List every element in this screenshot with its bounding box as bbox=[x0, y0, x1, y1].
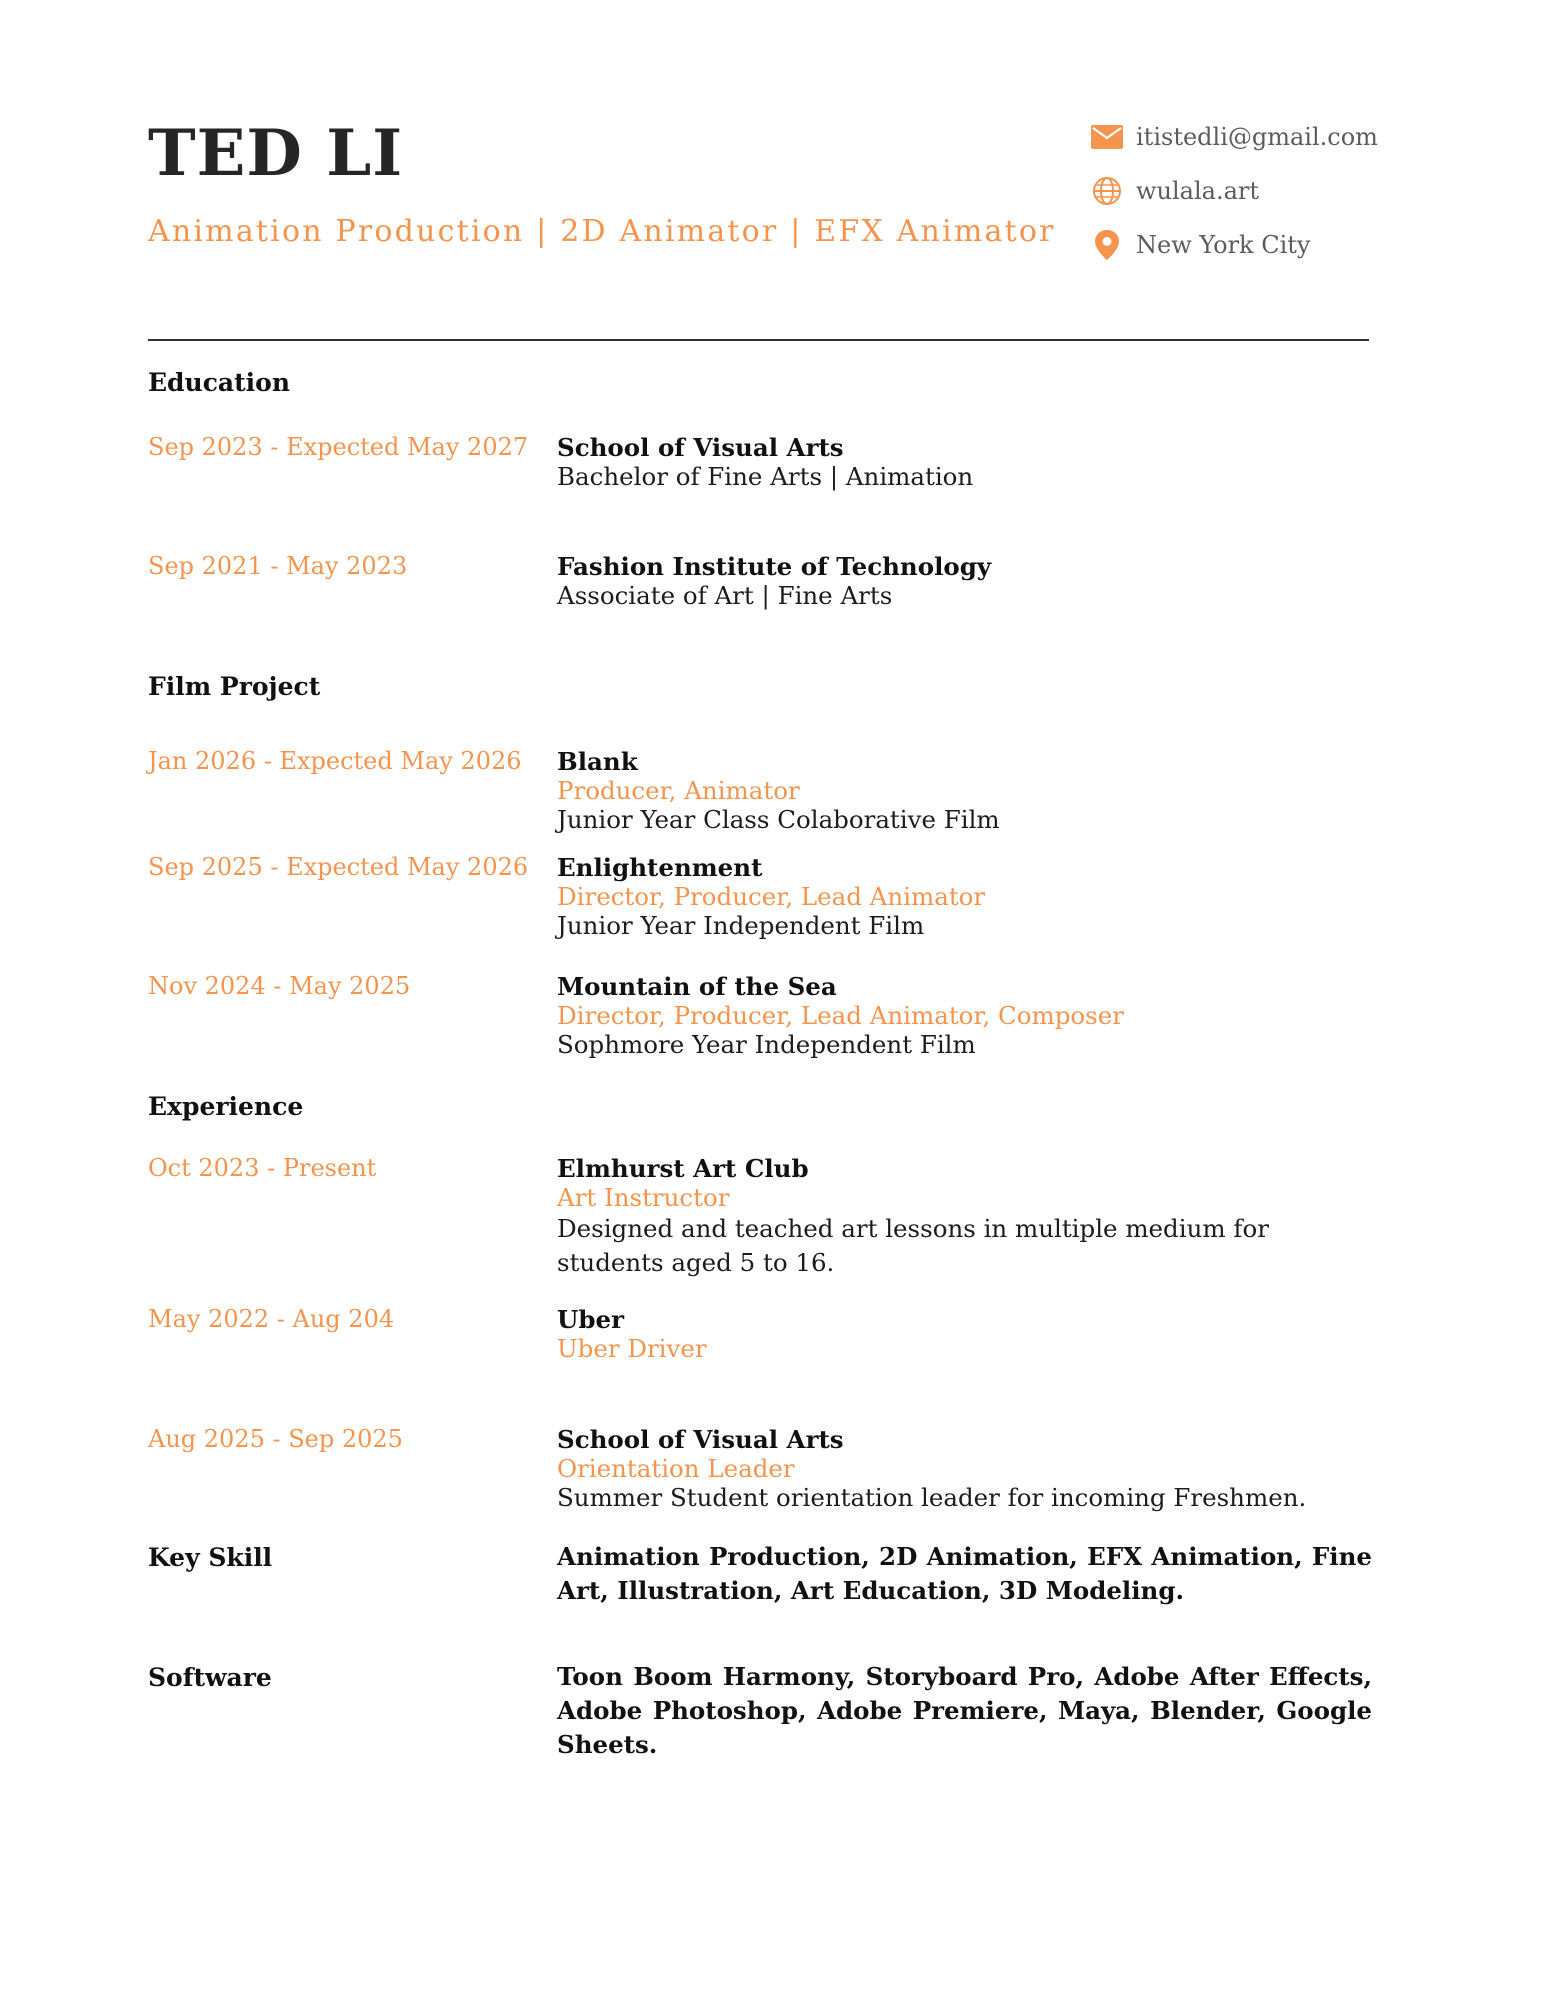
film-entry bbox=[557, 747, 1372, 834]
job-tagline: Animation Production | 2D Animator | EFX Animator bbox=[148, 214, 1056, 249]
website-text[interactable]: wulala.art bbox=[1136, 177, 1260, 205]
software-heading: Software bbox=[148, 1663, 272, 1692]
globe-icon bbox=[1090, 174, 1124, 208]
education-heading: Education bbox=[148, 368, 291, 397]
film-heading: Film Project bbox=[148, 672, 321, 701]
email-text[interactable]: itistedli@gmail.com bbox=[1136, 123, 1378, 151]
software-list: Toon Boom Harmony, Storyboard Pro, Adobe After Effects, Adobe Photoshop, Adobe Premiere, Maya, Blender, Google Sheets. bbox=[557, 1662, 1372, 1759]
experience-entry bbox=[557, 1425, 1372, 1512]
entry-role: Art Instructor bbox=[557, 1183, 730, 1212]
experience-entry bbox=[557, 1305, 1372, 1363]
candidate-name: TED LI bbox=[148, 116, 404, 191]
education-entry bbox=[557, 552, 1372, 610]
location-pin-icon bbox=[1090, 228, 1124, 262]
header-divider bbox=[148, 339, 1369, 341]
experience-entry bbox=[557, 1154, 1372, 1280]
contact-location bbox=[1090, 218, 1378, 272]
education-date: Sep 2023 - Expected May 2027 bbox=[148, 433, 529, 461]
entry-title: Elmhurst Art Club bbox=[557, 1154, 809, 1183]
experience-date: Oct 2023 - Present bbox=[148, 1154, 377, 1182]
film-entry bbox=[557, 853, 1372, 940]
entry-desc: Associate of Art | Fine Arts bbox=[557, 581, 893, 610]
entry-desc: Junior Year Independent Film bbox=[557, 911, 925, 940]
film-date: Sep 2025 - Expected May 2026 bbox=[148, 853, 529, 881]
contact-email[interactable] bbox=[1090, 110, 1378, 164]
experience-date: Aug 2025 - Sep 2025 bbox=[148, 1425, 403, 1453]
film-date: Nov 2024 - May 2025 bbox=[148, 972, 411, 1000]
entry-title: Fashion Institute of Technology bbox=[557, 552, 992, 581]
entry-role: Producer, Animator bbox=[557, 776, 800, 805]
entry-desc: Sophmore Year Independent Film bbox=[557, 1030, 976, 1059]
skills-heading: Key Skill bbox=[148, 1543, 273, 1572]
entry-role: Uber Driver bbox=[557, 1334, 707, 1363]
film-entry bbox=[557, 972, 1372, 1059]
mail-icon bbox=[1090, 120, 1124, 154]
entry-title: School of Visual Arts bbox=[557, 433, 844, 462]
experience-heading: Experience bbox=[148, 1092, 304, 1121]
skills-list: Animation Production, 2D Animation, EFX Animation, Fine Art, Illustration, Art Education, 3D Modeling. bbox=[557, 1542, 1372, 1605]
entry-title: School of Visual Arts bbox=[557, 1425, 844, 1454]
entry-desc: Summer Student orientation leader for incoming Freshmen. bbox=[557, 1483, 1307, 1512]
contact-block bbox=[1090, 110, 1378, 272]
location-text: New York City bbox=[1136, 231, 1311, 259]
film-date: Jan 2026 - Expected May 2026 bbox=[148, 747, 522, 775]
entry-desc: Bachelor of Fine Arts | Animation bbox=[557, 462, 974, 491]
entry-title: Enlightenment bbox=[557, 853, 763, 882]
contact-website[interactable] bbox=[1090, 164, 1378, 218]
entry-title: Blank bbox=[557, 747, 638, 776]
entry-title: Uber bbox=[557, 1305, 624, 1334]
entry-role: Director, Producer, Lead Animator bbox=[557, 882, 986, 911]
entry-desc: Junior Year Class Colaborative Film bbox=[557, 805, 1000, 834]
education-entry bbox=[557, 433, 1372, 491]
entry-desc: Designed and teached art lessons in multiple medium for students aged 5 to 16. bbox=[557, 1214, 1269, 1277]
entry-title: Mountain of the Sea bbox=[557, 972, 837, 1001]
education-date: Sep 2021 - May 2023 bbox=[148, 552, 408, 580]
entry-role: Orientation Leader bbox=[557, 1454, 795, 1483]
experience-date: May 2022 - Aug 204 bbox=[148, 1305, 395, 1333]
entry-role: Director, Producer, Lead Animator, Composer bbox=[557, 1001, 1124, 1030]
